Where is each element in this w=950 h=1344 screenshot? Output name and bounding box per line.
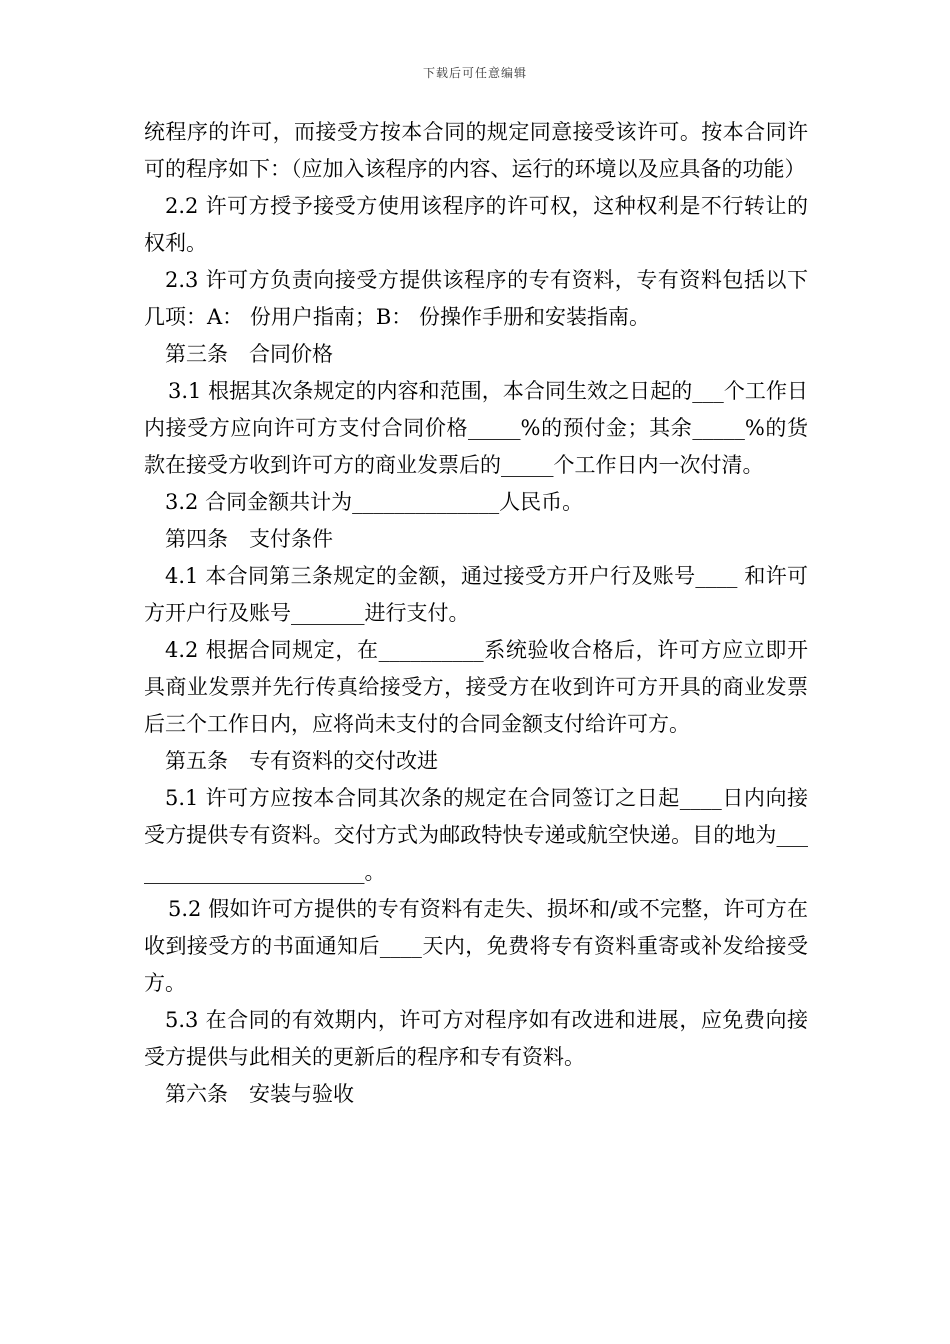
clause-3-2: 3.2 合同金额共计为______________人民币。 xyxy=(165,490,584,514)
page-header: 下载后可任意编辑 xyxy=(422,66,527,80)
clause-4-2: 4.2 根据合同规定，在__________系统验收合格后，许可方应立即开具商业发票并先行传真给接受方，接受方在收到许可方开具的商业发票后三个工作日内，应将尚未支付的合同金额支付给许可方。 xyxy=(144,638,808,736)
clause-2-3: 2.3 许可方负责向接受方提供该程序的专有资料，专有资料包括以下几项：A： 份用户指南；B： 份操作手册和安装指南。 xyxy=(144,268,808,329)
article-3-heading: 第三条 合同价格 xyxy=(165,342,333,366)
paragraph-license-scope: 统程序的许可，而接受方按本合同的规定同意接受该许可。按本合同许可的程序如下：（应加入该程序的内容、运行的环境以及应具备的功能） xyxy=(144,120,808,181)
clause-4-1: 4.1 本合同第三条规定的金额，通过接受方开户行及账号____ 和许可方开户行及账号_______进行支付。 xyxy=(144,564,808,625)
article-6-heading: 第六条 安装与验收 xyxy=(165,1082,354,1106)
clause-2-2: 2.2 许可方授予接受方使用该程序的许可权，这种权利是不行转让的权利。 xyxy=(144,194,808,255)
article-4-heading: 第四条 支付条件 xyxy=(165,527,333,551)
clause-3-1: 3.1 根据其次条规定的内容和范围，本合同生效之日起的___个工作日内接受方应向许可方支付合同价格_____%的预付金；其余_____%的货款在接受方收到许可方的商业发票后的_____个工作日内一次付清。 xyxy=(144,379,808,477)
clause-5-2: 5.2 假如许可方提供的专有资料有走失、损坏和/或不完整，许可方在收到接受方的书面通知后____天内，免费将专有资料重寄或补发给接受方。 xyxy=(144,897,808,995)
article-5-heading: 第五条 专有资料的交付改进 xyxy=(165,749,438,773)
clause-5-1: 5.1 许可方应按本合同其次条的规定在合同签订之日起____日内向接受方提供专有资料。交付方式为邮政特快专递或航空快递。目的地为________________________。 xyxy=(144,786,808,884)
document-body xyxy=(144,114,808,1113)
clause-5-3: 5.3 在合同的有效期内，许可方对程序如有改进和进展，应免费向接受方提供与此相关的更新后的程序和专有资料。 xyxy=(144,1008,808,1069)
